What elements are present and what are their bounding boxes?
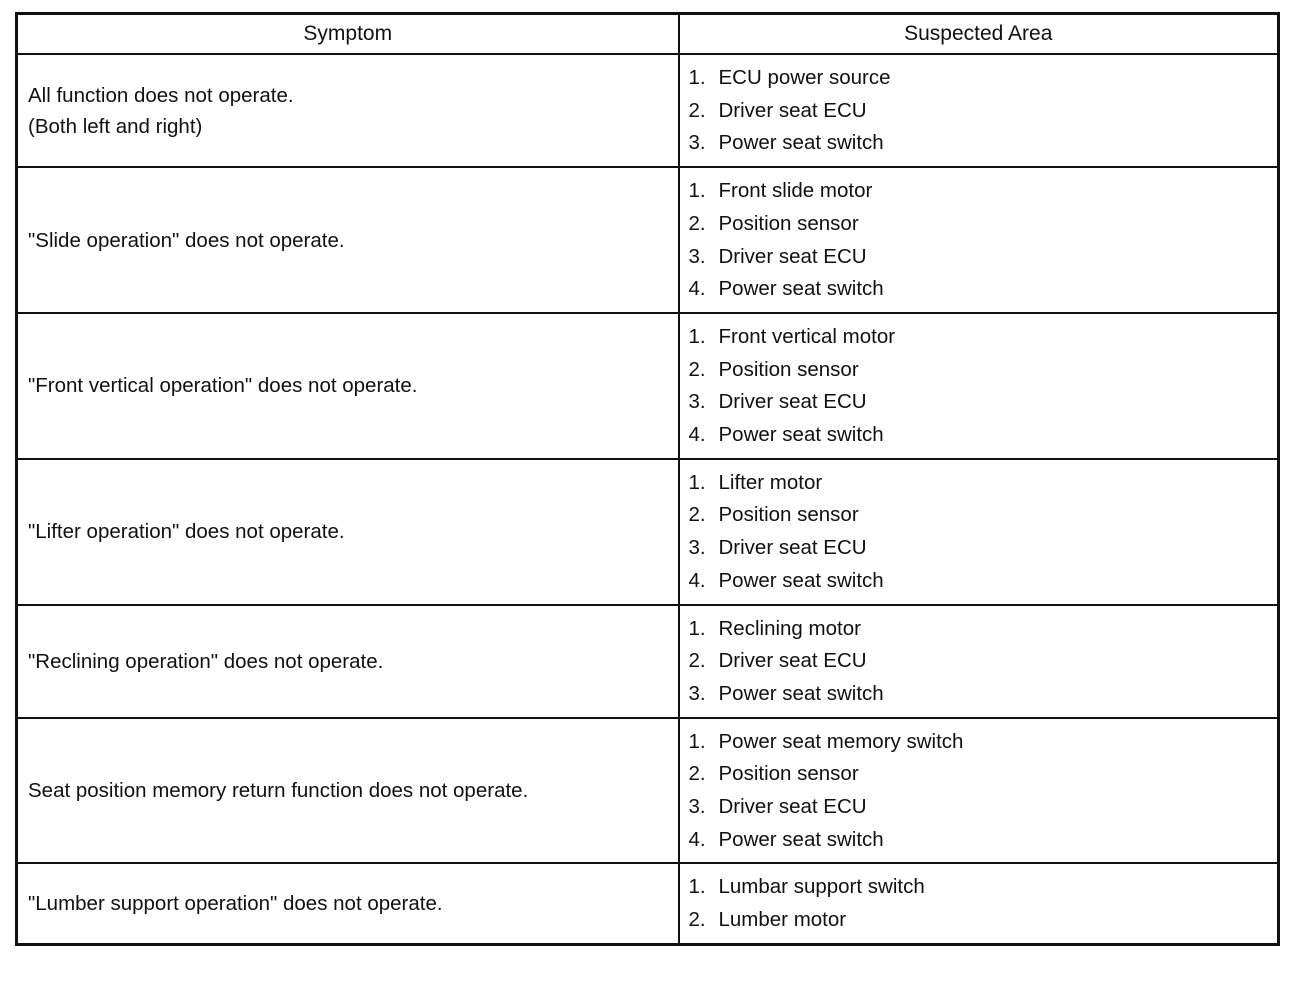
list-item [689,419,1278,452]
item-number: 1. [688,729,706,753]
item-text: Driver seat ECU [718,244,867,268]
list-item [689,645,1278,678]
symptom-text: All function does not operate. [28,83,294,107]
suspected-area-cell [679,313,1279,459]
item-text: Power seat switch [718,277,884,301]
symptom-cell [17,459,679,605]
item-number: 3. [688,681,706,705]
item-text: Driver seat ECU [718,795,867,819]
item-number: 3. [688,131,706,155]
item-text: Power seat switch [718,681,884,705]
symptom-text: "Reclining operation" does not operate. [28,649,384,673]
item-text: Front slide motor [718,179,873,203]
suspected-area-list [680,55,1278,166]
item-text: Front vertical motor [718,324,896,348]
item-number: 1. [688,470,706,494]
suspected-area-cell [679,863,1279,944]
item-number: 4. [688,568,706,592]
suspected-area-list [680,314,1278,458]
list-item [689,791,1278,824]
item-number: 3. [688,390,706,414]
suspected-area-cell [679,54,1279,167]
table-row [17,605,1279,718]
item-number: 1. [688,179,706,203]
item-number: 4. [688,423,706,447]
item-number: 3. [688,244,706,268]
list-item [689,241,1278,274]
item-text: Driver seat ECU [718,98,867,122]
item-text: Driver seat ECU [718,390,867,414]
table-row [17,313,1279,459]
symptom-cell [17,167,679,313]
list-item [689,321,1278,354]
item-number: 4. [688,827,706,851]
list-item [689,467,1278,500]
table-row [17,167,1279,313]
symptom-text: "Slide operation" does not operate. [28,228,345,252]
list-item [689,678,1278,711]
symptom-cell [17,605,679,718]
list-item [689,273,1278,306]
list-item [689,871,1278,904]
list-item [689,565,1278,598]
table-row [17,459,1279,605]
symptom-cell [17,313,679,459]
suspected-area-header: Suspected Area [679,14,1279,55]
list-item [689,95,1278,128]
symptom-header: Symptom [17,14,679,55]
item-text: Driver seat ECU [718,536,867,560]
item-text: Reclining motor [718,616,861,640]
list-item [689,127,1278,160]
item-number: 2. [688,503,706,527]
troubleshooting-table [15,12,1280,946]
item-text: Power seat memory switch [718,729,964,753]
symptom-text: Seat position memory return function does not operate. [28,779,529,803]
list-item [689,354,1278,387]
item-text: Lifter motor [718,470,823,494]
list-item [689,726,1278,759]
list-item [689,499,1278,532]
item-text: Power seat switch [718,827,884,851]
item-number: 2. [688,98,706,122]
item-number: 2. [688,908,706,932]
suspected-area-cell [679,605,1279,718]
symptom-text: "Lifter operation" does not operate. [28,520,345,544]
list-item [689,904,1278,937]
item-number: 2. [688,762,706,786]
table-row [17,54,1279,167]
symptom-text: "Front vertical operation" does not operate. [28,374,418,398]
suspected-area-list [680,460,1278,604]
suspected-area-list [680,719,1278,863]
item-text: Lumber motor [718,908,847,932]
item-number: 1. [688,66,706,89]
item-text: Driver seat ECU [718,649,867,673]
item-number: 1. [688,875,706,899]
symptom-text: (Both left and right) [28,114,203,138]
symptom-cell [17,718,679,864]
item-number: 1. [688,616,706,640]
table-body [17,54,1279,944]
list-item [689,824,1278,857]
item-text: Position sensor [718,211,859,235]
symptom-cell [17,863,679,944]
list-item [689,613,1278,646]
item-text: Position sensor [718,762,859,786]
table-row [17,718,1279,864]
list-item [689,62,1278,95]
symptom-cell [17,54,679,167]
item-number: 2. [688,649,706,673]
item-number: 1. [688,324,706,348]
suspected-area-list [680,606,1278,717]
item-text: Power seat switch [718,423,884,447]
list-item [689,532,1278,565]
suspected-area-cell [679,167,1279,313]
item-number: 3. [688,795,706,819]
list-item [689,758,1278,791]
list-item [689,208,1278,241]
item-number: 2. [688,357,706,381]
item-text: Power seat switch [718,131,884,155]
item-text: Power seat switch [718,568,884,592]
header-row [17,14,1279,55]
symptom-text: "Lumber support operation" does not operate. [28,892,443,916]
list-item [689,386,1278,419]
table-row [17,863,1279,944]
item-text: ECU power source [718,66,891,89]
suspected-area-cell [679,459,1279,605]
suspected-area-cell [679,718,1279,864]
item-number: 3. [688,536,706,560]
item-text: Position sensor [718,503,859,527]
item-number: 2. [688,211,706,235]
list-item [689,175,1278,208]
suspected-area-list [680,168,1278,312]
suspected-area-list [680,864,1278,942]
item-text: Position sensor [718,357,859,381]
item-number: 4. [688,277,706,301]
item-text: Lumbar support switch [718,875,925,899]
